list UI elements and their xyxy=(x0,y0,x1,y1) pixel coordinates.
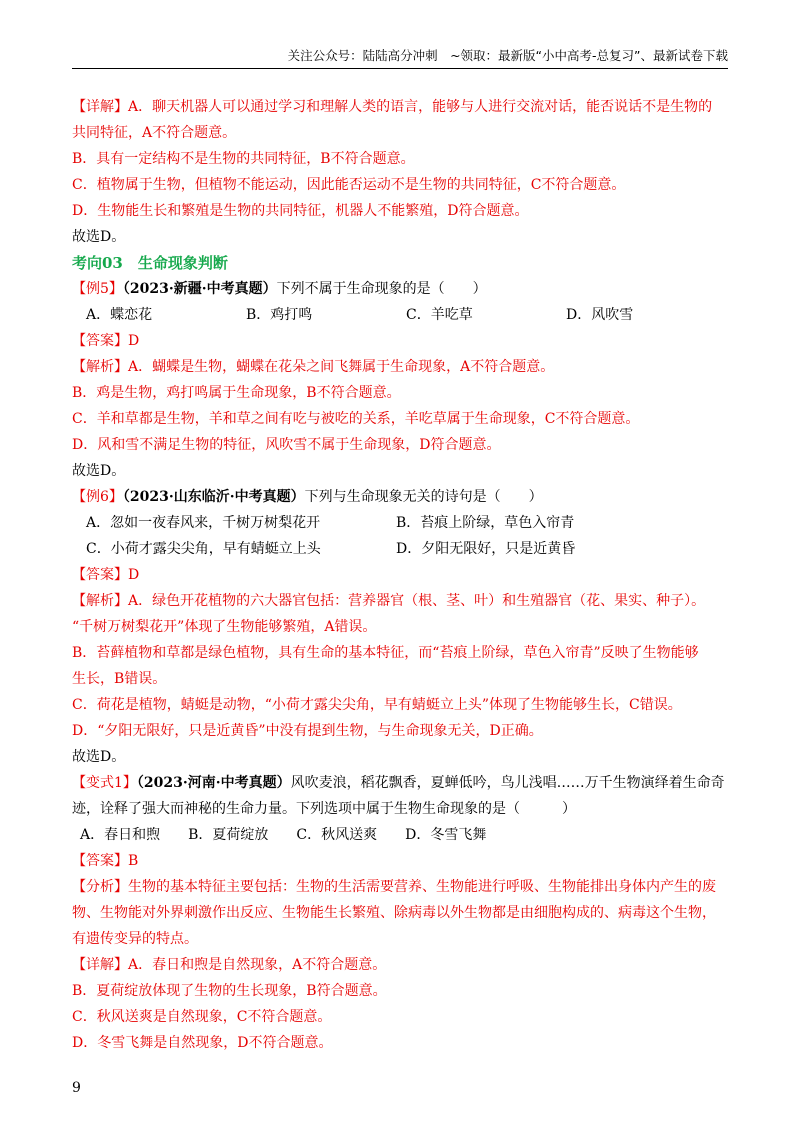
example-6-question xyxy=(72,484,728,510)
section-heading: 考向03 生命现象判断 xyxy=(72,254,228,272)
example-6-source: （2023·山东临沂·中考真题） xyxy=(122,489,305,505)
analysis-tag: 【解析】 xyxy=(72,593,128,609)
example-6-options-row-2 xyxy=(72,536,728,562)
analysis-line: D．“夕阳无限好，只是近黄昏”中没有提到生物，与生命现象无关，D正确。 xyxy=(72,723,543,739)
analysis-line: D．风和雪不满足生物的特征，风吹雪不属于生命现象，D符合题意。 xyxy=(72,437,501,453)
detail-line: 【详解】A．春日和煦是自然现象，A不符合题意。 xyxy=(72,957,387,973)
analysis-tag: 【解析】 xyxy=(72,359,128,375)
detail-tag: 【详解】 xyxy=(72,99,128,115)
fenxi-line: 【分析】生物的基本特征主要包括：生物的生活需要营养、生物能进行呼吸、生物能排出身体内产生的废 xyxy=(72,879,716,895)
example-6-question-text: 下列与生命现象无关的诗句是（ ） xyxy=(304,489,543,505)
detail-line: B．具有一定结构不是生物的共同特征，B不符合题意。 xyxy=(72,151,415,167)
option-a: A．蝶恋花 xyxy=(86,307,153,323)
example-6-conclusion: 故选D。 xyxy=(72,749,126,765)
option-a: A．春日和煦 xyxy=(80,827,161,843)
variant-1-answer: 【答案】B xyxy=(72,853,139,869)
option-b: B．鸡打鸣 xyxy=(246,307,313,323)
detail-tag: 【详解】 xyxy=(72,957,128,973)
detail-line: 【详解】A．聊天机器人可以通过学习和理解人类的语言，能够与人进行交流对话，能否说话不是生物的 xyxy=(72,99,713,115)
example-5-answer: 【答案】D xyxy=(72,333,140,349)
detail-line: C．植物属于生物，但植物不能运动，因此能否运动不是生物的共同特征，C不符合题意。 xyxy=(72,177,626,193)
analysis-line: B．鸡是生物，鸡打鸣属于生命现象，B不符合题意。 xyxy=(72,385,401,401)
detail-line: 共同特征，A不符合题意。 xyxy=(72,125,237,141)
example-5-question-text: 下列不属于生命现象的是（ ） xyxy=(276,281,487,297)
option-d: D．风吹雪 xyxy=(566,307,634,323)
fenxi-tag: 【分析】 xyxy=(72,879,128,895)
variant-1-question xyxy=(72,770,728,796)
example-5-question xyxy=(72,276,728,302)
detail-line: D．冬雪飞舞是自然现象，D不符合题意。 xyxy=(72,1035,333,1051)
example-5-source: （2023·新疆·中考真题） xyxy=(122,281,277,297)
example-6-answer: 【答案】D xyxy=(72,567,140,583)
analysis-line: B．苔藓植物和草都是绿色植物，具有生命的基本特征，而“苔痕上阶绿，草色入帘青”反映了生物能够 xyxy=(72,645,699,661)
analysis-line: 【解析】A．绿色开花植物的六大器官包括：营养器官（根、茎、叶）和生殖器官（花、果实、种子）。 xyxy=(72,593,706,609)
option-c: C．小荷才露尖尖角，早有蜻蜓立上头 xyxy=(86,541,321,557)
example-5-conclusion: 故选D。 xyxy=(72,463,126,479)
detail-line: C．秋风送爽是自然现象，C不符合题意。 xyxy=(72,1009,332,1025)
option-d: D．夕阳无限好，只是近黄昏 xyxy=(396,541,576,557)
header-rule xyxy=(72,68,728,69)
analysis-line: C．荷花是植物，蜻蜓是动物，“小荷才露尖尖角，早有蜻蜓立上头”体现了生物能够生长，C错误。 xyxy=(72,697,682,713)
page-content xyxy=(72,94,728,1056)
detail-conclusion: 故选D。 xyxy=(72,229,126,245)
analysis-line: 生长，B错误。 xyxy=(72,671,167,687)
variant-1-question-cont: 迹，诠释了强大而神秘的生命力量。下列选项中属于生物生命现象的是（ ） xyxy=(72,801,576,817)
analysis-line: 【解析】A．蝴蝶是生物，蝴蝶在花朵之间飞舞属于生命现象，A不符合题意。 xyxy=(72,359,555,375)
option-b: B．苔痕上阶绿，草色入帘青 xyxy=(396,515,575,531)
fenxi-line: 物、生物能对外界刺激作出反应、生物能生长繁殖、除病毒以外生物都是由细胞构成的、病毒这个生物， xyxy=(72,905,716,921)
page-number: 9 xyxy=(72,1080,81,1096)
example-5-tag: 【例5】 xyxy=(72,281,123,297)
example-5-options xyxy=(72,302,728,328)
detail-line: D．生物能生长和繁殖是生物的共同特征，机器人不能繁殖，D符合题意。 xyxy=(72,203,529,219)
analysis-line: “千树万树梨花开”体现了生物能够繁殖，A错误。 xyxy=(72,619,377,635)
option-a: A．忽如一夜春风来，千树万树梨花开 xyxy=(86,515,321,531)
page-header: 关注公众号：陆陆高分冲刺 ~领取：最新版“小中高考-总复习”、最新试卷下载 xyxy=(287,48,728,63)
option-c: C．秋风送爽 xyxy=(296,827,378,843)
variant-1-source: （2023·河南·中考真题） xyxy=(136,775,291,791)
variant-1-question-text: 风吹麦浪，稻花飘香，夏蝉低吟，鸟儿浅唱……万千生物演绎着生命奇 xyxy=(290,775,725,791)
fenxi-line: 有遗传变异的特点。 xyxy=(72,931,198,947)
variant-1-tag: 【变式1】 xyxy=(72,775,137,791)
detail-line: B．夏荷绽放体现了生物的生长现象，B符合题意。 xyxy=(72,983,387,999)
option-c: C．羊吃草 xyxy=(406,307,473,323)
example-6-options-row-1 xyxy=(72,510,728,536)
analysis-line: C．羊和草都是生物，羊和草之间有吃与被吃的关系，羊吃草属于生命现象，C不符合题意。 xyxy=(72,411,640,427)
option-d: D．冬雪飞舞 xyxy=(405,827,487,843)
variant-1-options xyxy=(72,822,728,848)
option-b: B．夏荷绽放 xyxy=(188,827,269,843)
example-6-tag: 【例6】 xyxy=(72,489,123,505)
